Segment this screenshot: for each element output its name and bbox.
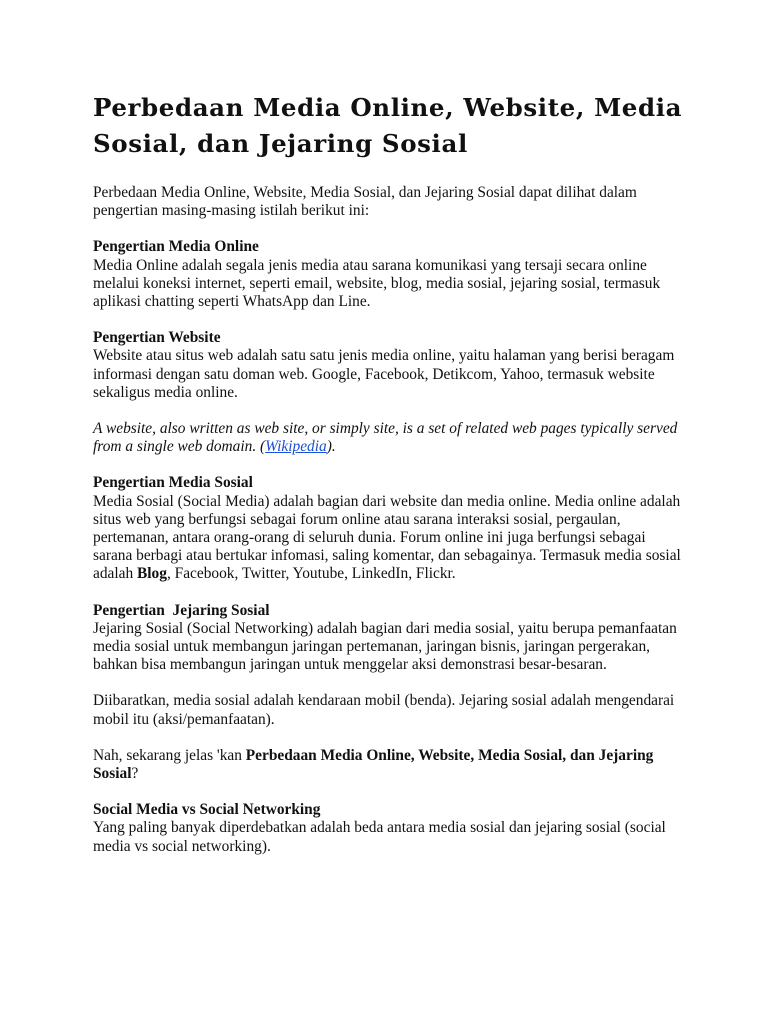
page-title: Perbedaan Media Online, Website, Media Sosial, dan Jejaring Sosial [93,93,683,158]
quote-text: A website, also written as web site, or simply site, is a set of related web pages typically served from a single web domain. ( [93,420,678,456]
section-body: Media Sosial (Social Media) adalah bagian dari website dan media online. Media online adalah situs web yang berfungsi sebagai forum online atau sarana interaksi sosial, pergaulan, pertemanan, antara orang-orang di seluruh dunia. Forum online ini juga berfungsi sebagai sarana berbagi atau bertukar infomasi, saling komentar, dan sebagainya. Termasuk media sosial adalah [93,492,681,583]
intro-paragraph: Perbedaan Media Online, Website, Media Sosial, dan Jejaring Sosial dapat dilihat dalam pengertian masing-masing istilah berikut ini: [93,184,637,220]
bold-term: Blog [137,565,167,583]
section-jejaring-sosial [93,602,683,675]
conclusion-text: Nah, sekarang jelas 'kan [93,746,246,764]
section-body: Jejaring Sosial (Social Networking) adalah bagian dari media sosial, yaitu berupa pemanfaatan media sosial untuk membangun jaringan pertemanan, jaringan bisnis, jaringan pergerakan, bahkan bisa membangun jaringan untuk menggelar aksi demonstrasi besar-besaran. [93,619,677,674]
section-body: Website atau situs web adalah satu satu jenis media online, yaitu halaman yang berisi beragam informasi dengan satu doman web. Google, Facebook, Detikcom, Yahoo, termasuk website sekaligus media online. [93,347,675,401]
quote-paragraph [93,420,683,456]
section-body: Media Online adalah segala jenis media atau sarana komunikasi yang tersaji secara online melalui koneksi internet, seperti email, website, blog, media sosial, jejaring sosial, termasuk aplikasi chatting seperti WhatsApp dan Line. [93,256,661,311]
wikipedia-link[interactable]: Wikipedia [265,438,327,456]
section-media-online [93,238,683,311]
section-vs [93,801,683,856]
section-website [93,329,683,402]
document-page [93,90,683,874]
section-heading: Pengertian Website [93,329,221,347]
conclusion-bold: Perbedaan Media Online, Website, Media Sosial, dan Jejaring Sosial [93,746,654,783]
section-heading: Pengertian Jejaring Sosial [93,601,270,619]
conclusion-end: ? [131,765,139,783]
section-heading: Pengertian Media Sosial [93,474,253,492]
section-body: Yang paling banyak diperdebatkan adalah beda antara media sosial dan jejaring sosial (social media vs social networking). [93,819,666,855]
conclusion-paragraph [93,747,683,783]
analogy-paragraph: Diibaratkan, media sosial adalah kendaraan mobil (benda). Jejaring sosial adalah mengendarai mobil itu (aksi/pemanfaatan). [93,692,675,728]
quote-end: ). [326,438,336,456]
section-heading: Pengertian Media Online [93,238,259,256]
section-body-end: , Facebook, Twitter, Youtube, LinkedIn, Flickr. [166,565,456,583]
section-heading: Social Media vs Social Networking [93,801,321,819]
section-media-sosial [93,474,683,583]
